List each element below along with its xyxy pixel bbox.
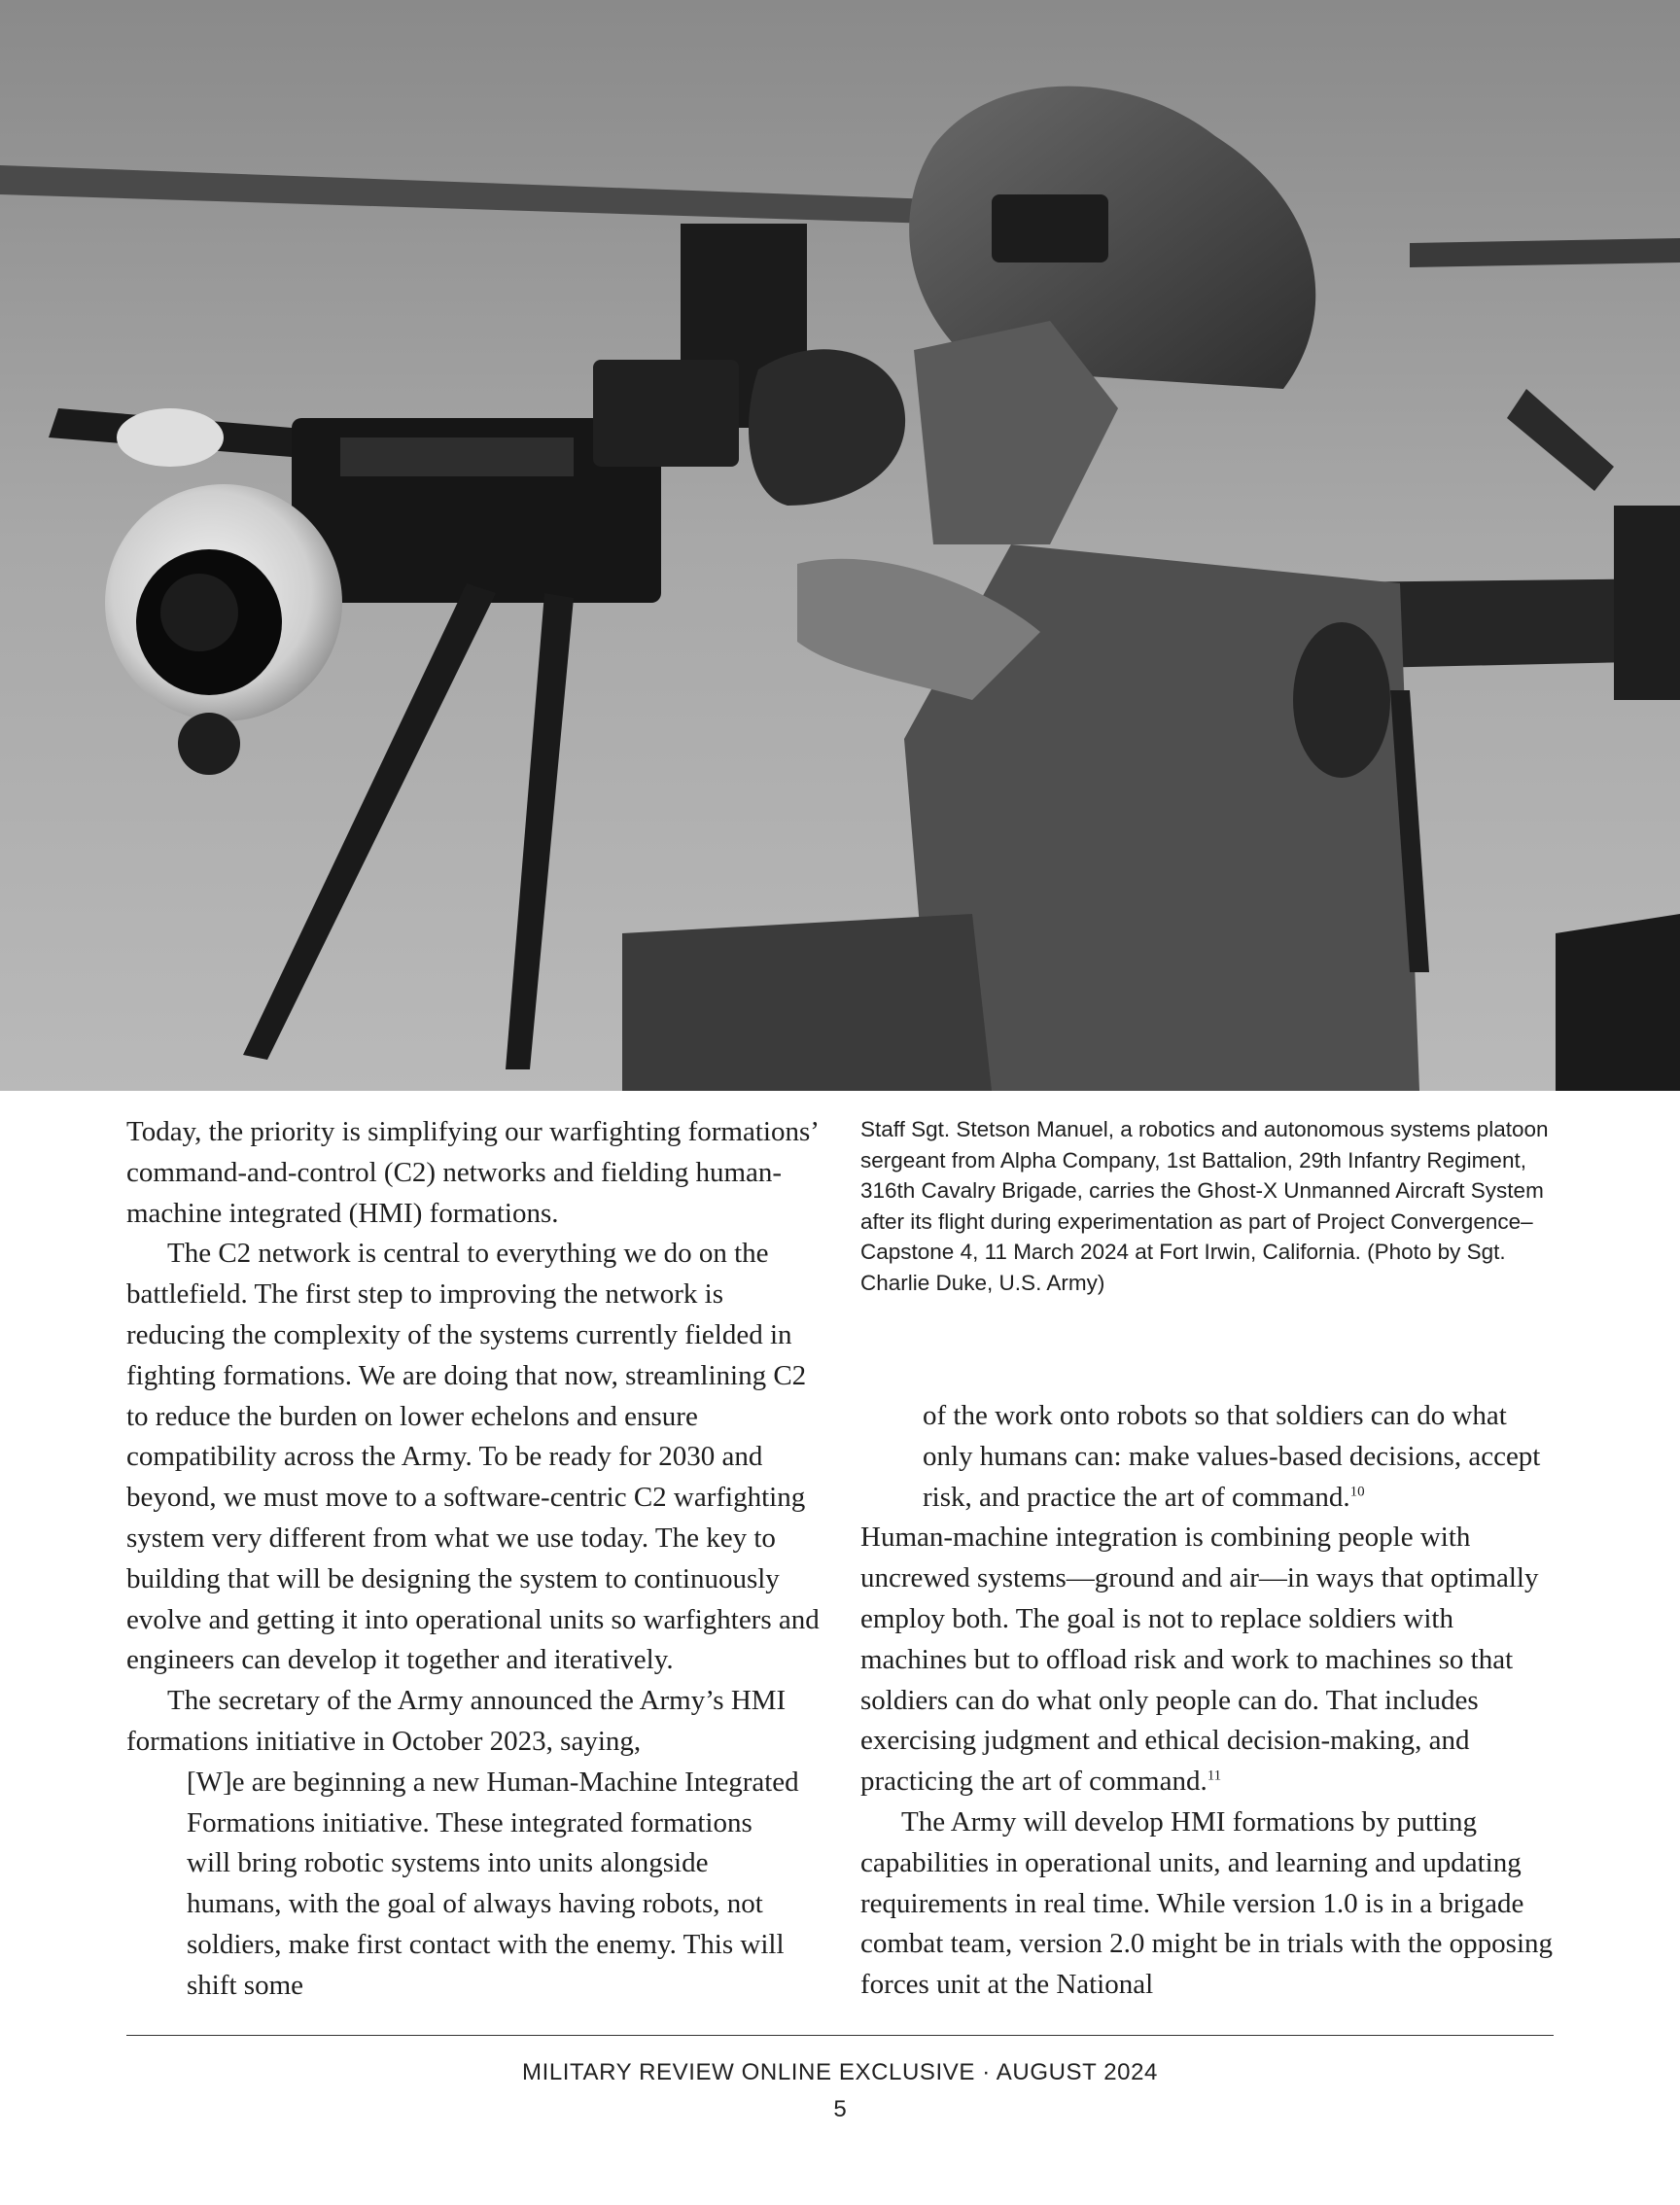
left-column	[126, 1112, 822, 2007]
body-paragraph: The C2 network is central to everything we do on the battlefield. The first step to improving the network is reducing the complexity of the systems currently fielded in fighting formations. We are doing that now, streamlining C2 to reduce the burden on lower echelons and ensure compatibility across the Army. To be ready for 2030 and beyond, we must move to a software-centric C2 warfighting system very different from what we use today. The key to building that will be designing the system to continuously evolve and getting it into operational units so warfighters and engineers can develop it together and iteratively.	[126, 1238, 820, 1676]
body-paragraph: Today, the priority is simplifying our warfighting formations’ command-and-control (C2) networks and fielding human-machine integrated (HMI) formations.	[126, 1116, 818, 1229]
body-paragraph: The secretary of the Army announced the Army’s HMI formations initiative in October 2023, saying,	[126, 1685, 787, 1757]
quote-text: of the work onto robots so that soldiers can do what only humans can: make values-based decisions, accept risk, and practice the art of command.	[923, 1400, 1541, 1513]
body-paragraph	[860, 1518, 1556, 1802]
footer-publication: MILITARY REVIEW ONLINE EXCLUSIVE · AUGUST 2024	[521, 2059, 1159, 2085]
photo-caption: Staff Sgt. Stetson Manuel, a robotics and autonomous systems platoon sergeant from Alpha Company, 1st Battalion, 29th Infantry Regiment, 316th Cavalry Brigade, carries the Ghost-X Unmanned Aircraft System after its flight during experimentation as part of Project Convergence–Capstone 4, 11 March 2024 at Fort Irwin, California. (Photo by Sgt. Charlie Duke, U.S. Army)	[860, 1117, 1549, 1295]
footer-rule	[126, 2035, 1554, 2036]
body-paragraph: The Army will develop HMI formations by putting capabilities in operational units, and learning and updating requirements in real time. While version 1.0 is in a brigade combat team, version 2.0 might be in trials with the opposing forces unit at the National	[860, 1805, 1554, 2001]
endnote-ref[interactable]: 10	[1349, 1483, 1365, 1499]
endnote-ref[interactable]: 11	[1207, 1768, 1222, 1784]
soldier-drone-photo	[0, 0, 1680, 1091]
right-column	[860, 1396, 1556, 2006]
block-quote-continued	[860, 1396, 1556, 1518]
paragraph-text: Human-machine integration is combining people with uncrewed systems—ground and air—in ways that optimally employ both. The goal is not to replace soldiers with machines but to offload risk and work to machines so that soldiers can do what only people can do. That includes exercising judgment and ethical decision-making, and practicing the art of command.	[860, 1522, 1539, 1798]
page-number: 5	[833, 2096, 847, 2122]
block-quote: [W]e are beginning a new Human-Machine Integrated Formations initiative. These integrated formations will bring robotic systems into units alongside humans, with the goal of always having robots, not soldiers, make first contact with the enemy. This will shift some	[187, 1766, 799, 2001]
